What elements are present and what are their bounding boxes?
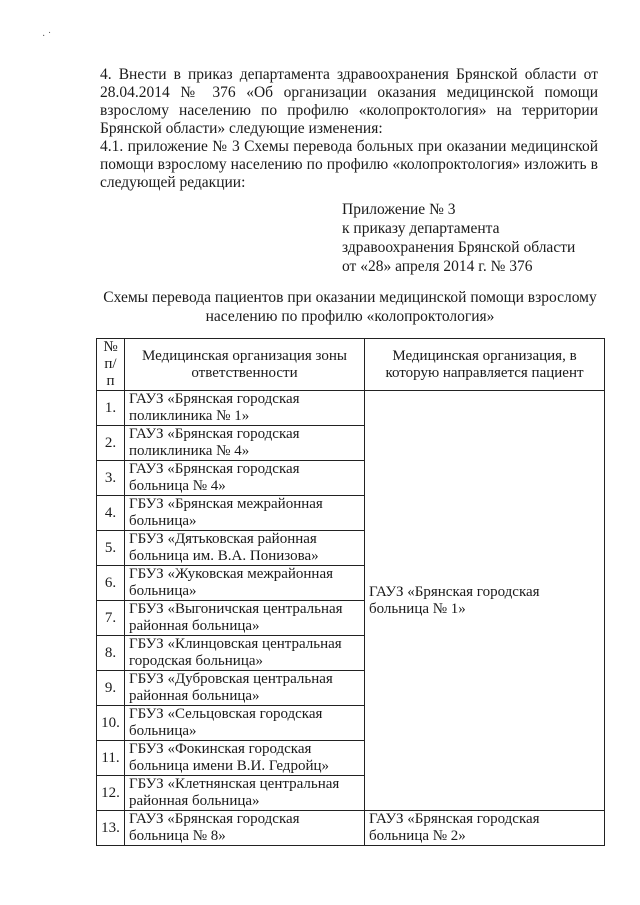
row-number: 8.	[97, 636, 125, 671]
paragraph-4: 4. Внести в приказ департамента здравоохранения Брянской области от 28.04.2014 № 376 «Об организации оказания медицинской помощи взрослому населению по профилю «колопроктология» на территории Брянской области» следующие изменения:	[100, 66, 598, 137]
appendix-block	[342, 200, 602, 276]
scheme-title: Схемы перевода пациентов при оказании медицинской помощи взрослому населению по профилю «колопроктология»	[103, 289, 597, 325]
appendix-line-4: от «28» апреля 2014 г. № 376	[342, 258, 533, 275]
destination-hospital-1: ГАУЗ «Брянская городская больница № 1»	[365, 391, 605, 811]
row-number: 9.	[97, 671, 125, 706]
row-organization: ГБУЗ «Брянская межрайонная больница»	[125, 496, 365, 531]
row-number: 4.	[97, 496, 125, 531]
scan-marks: · ˙	[42, 31, 52, 42]
row-number: 6.	[97, 566, 125, 601]
row-number: 13.	[97, 811, 125, 846]
row-organization: ГБУЗ «Клинцовская центральная городская больница»	[125, 636, 365, 671]
row-organization: ГБУЗ «Клетнянская центральная районная больница»	[125, 776, 365, 811]
header-num: № п/п	[97, 339, 125, 391]
appendix-line-3: здравоохранения Брянской области	[342, 239, 576, 256]
row-number: 1.	[97, 391, 125, 426]
row-organization: ГБУЗ «Жуковская межрайонная больница»	[125, 566, 365, 601]
row-organization: ГАУЗ «Брянская городская больница № 4»	[125, 461, 365, 496]
row-organization: ГБУЗ «Дубровская центральная районная больница»	[125, 671, 365, 706]
destination-hospital-2: ГАУЗ «Брянская городская больница № 2»	[365, 811, 605, 846]
row-organization: ГБУЗ «Выгоничская центральная районная больница»	[125, 601, 365, 636]
table-header-row	[97, 339, 605, 391]
table-row	[97, 391, 605, 426]
appendix-line-1: Приложение № 3	[342, 201, 456, 218]
amendment-paragraphs	[100, 66, 598, 192]
row-organization: ГАУЗ «Брянская городская больница № 8»	[125, 811, 365, 846]
row-organization: ГБУЗ «Фокинская городская больница имени В.И. Гедройц»	[125, 741, 365, 776]
row-number: 11.	[97, 741, 125, 776]
row-number: 2.	[97, 426, 125, 461]
transfer-scheme-table	[96, 338, 605, 846]
row-number: 5.	[97, 531, 125, 566]
paragraph-4-1: 4.1. приложение № 3 Схемы перевода больных при оказании медицинской помощи взрослому населению по профилю «колопроктология» изложить в следующей редакции:	[100, 138, 598, 191]
row-organization: ГАУЗ «Брянская городская поликлиника № 4»	[125, 426, 365, 461]
row-number: 3.	[97, 461, 125, 496]
row-organization: ГБУЗ «Сельцовская городская больница»	[125, 706, 365, 741]
table-row	[97, 811, 605, 846]
row-number: 10.	[97, 706, 125, 741]
header-dest: Медицинская организация, в которую направляется пациент	[365, 339, 605, 391]
appendix-line-2: к приказу департамента	[342, 220, 500, 237]
header-org: Медицинская организация зоны ответственности	[125, 339, 365, 391]
row-number: 7.	[97, 601, 125, 636]
row-organization: ГАУЗ «Брянская городская поликлиника № 1»	[125, 391, 365, 426]
row-organization: ГБУЗ «Дятьковская районная больница им. В.А. Понизова»	[125, 531, 365, 566]
row-number: 12.	[97, 776, 125, 811]
